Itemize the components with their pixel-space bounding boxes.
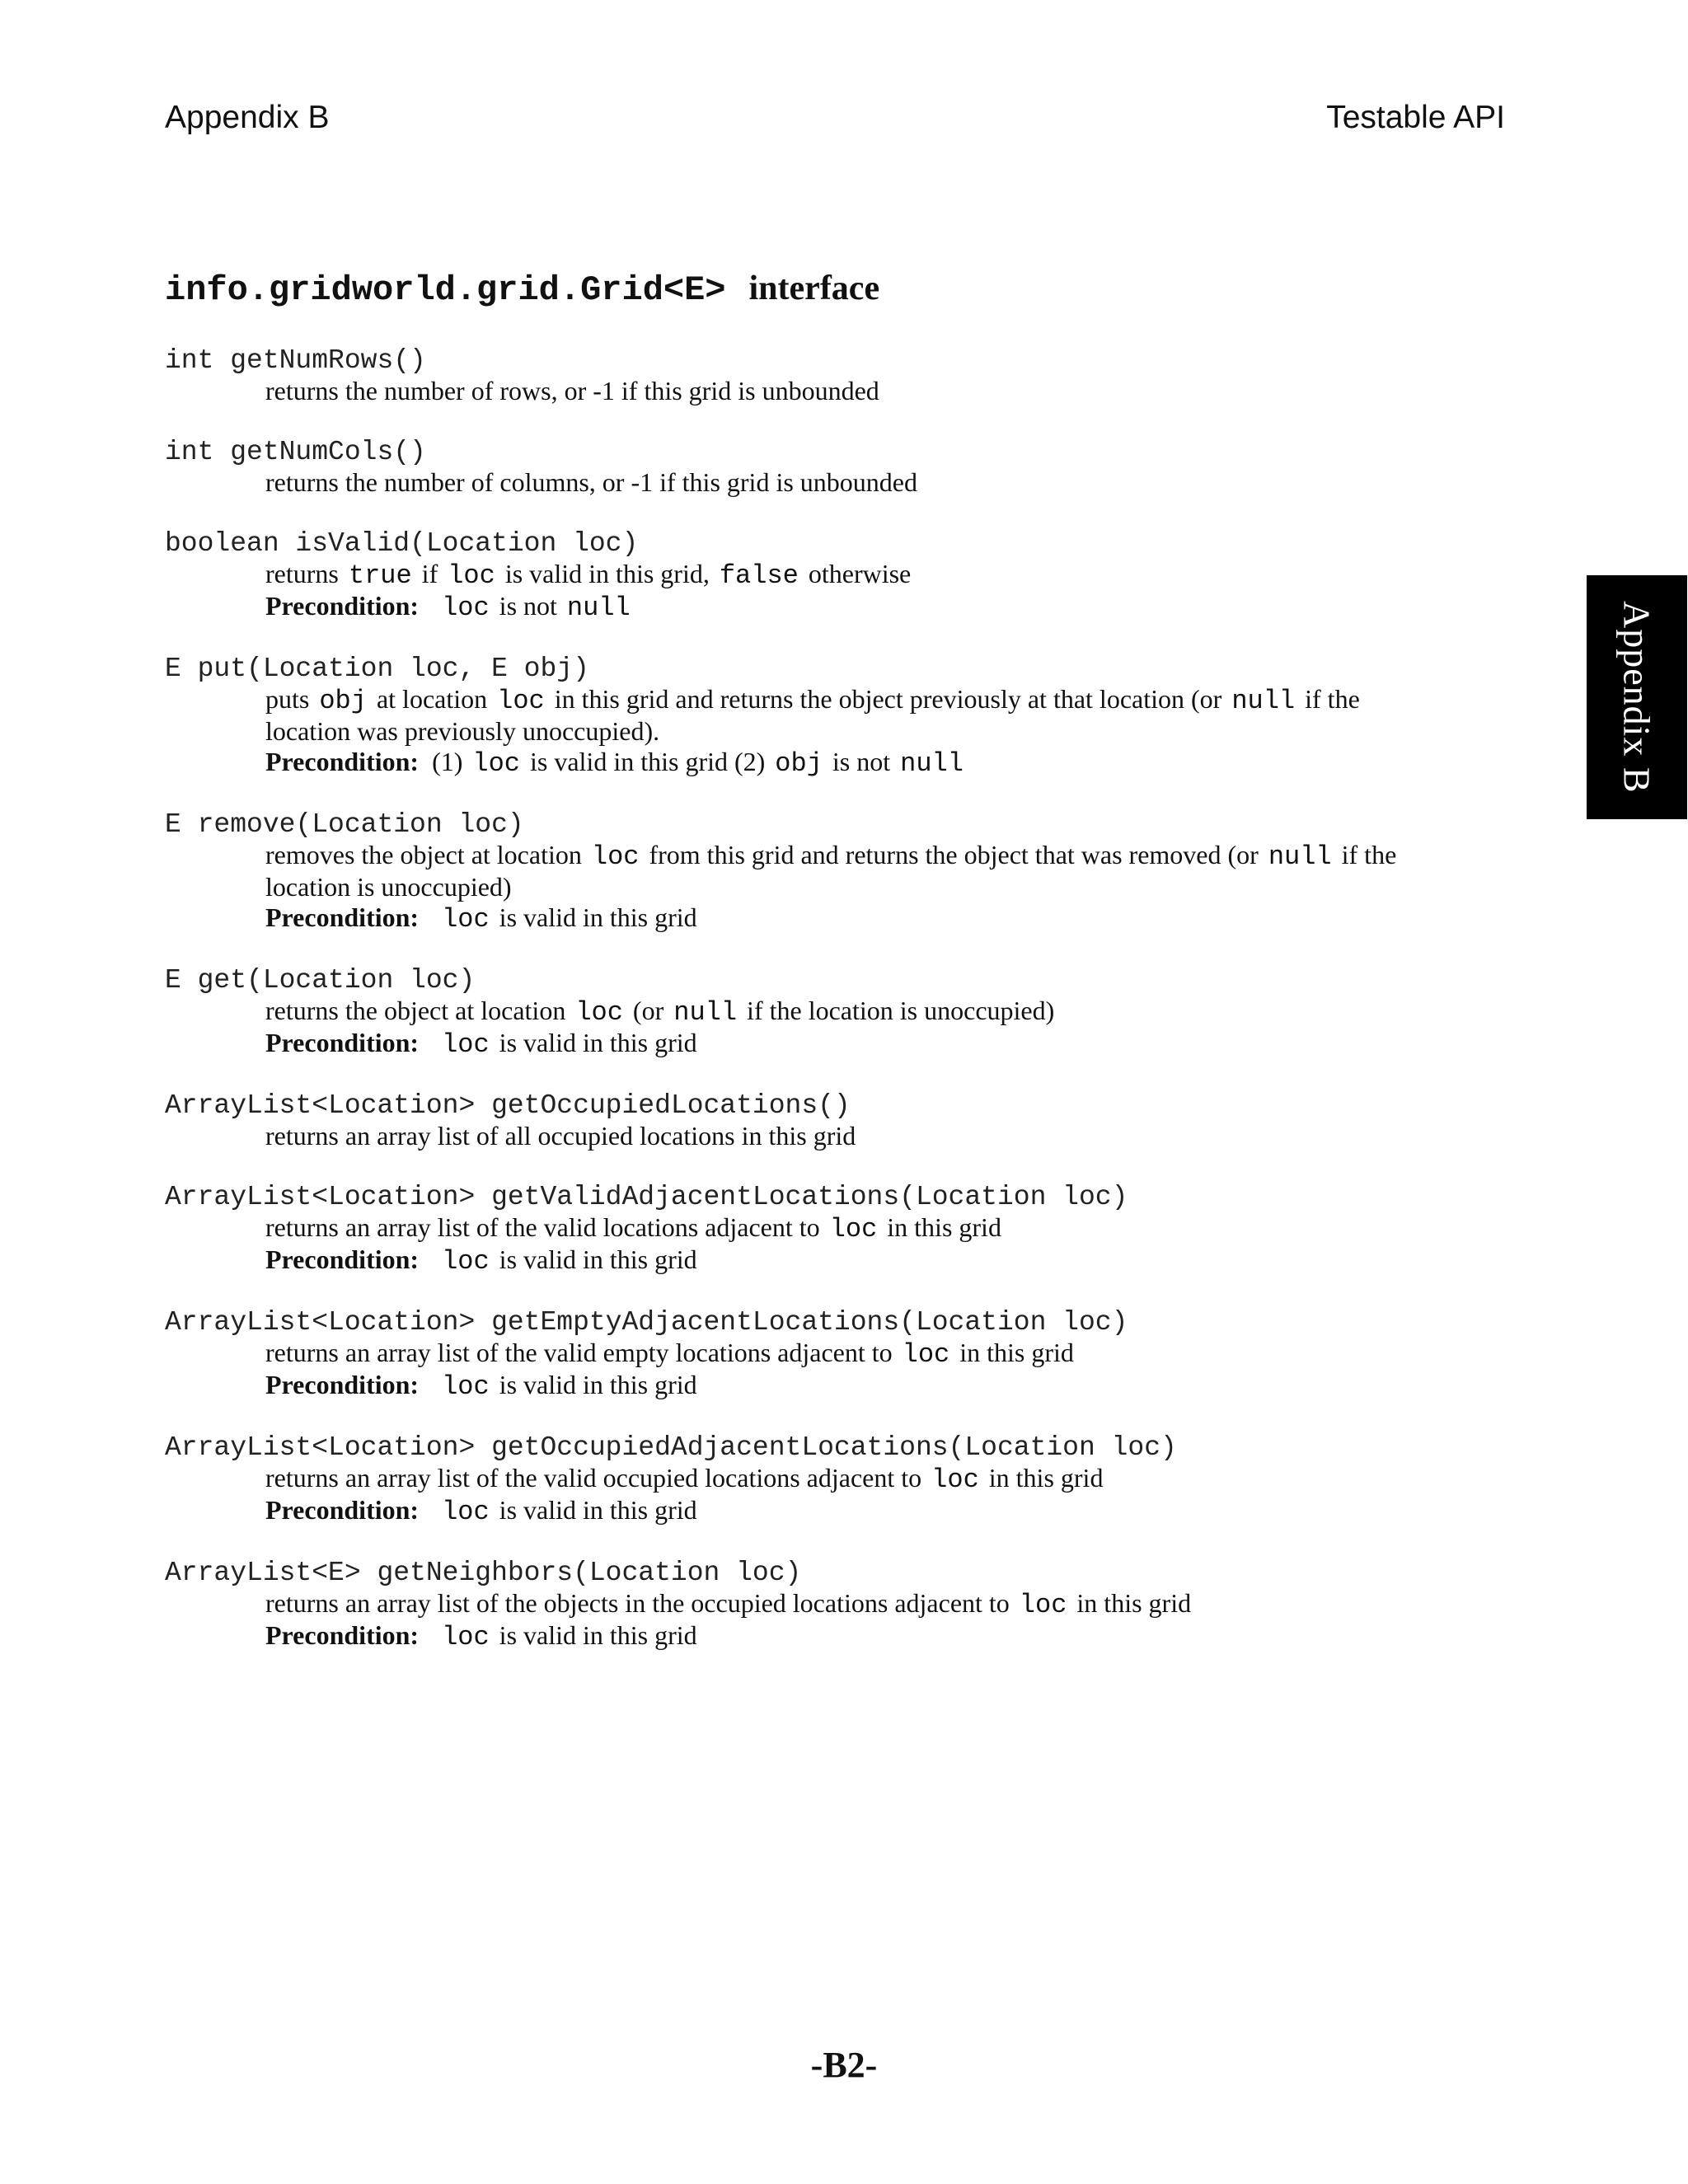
description-text: in this grid — [959, 1338, 1074, 1367]
method-list — [165, 345, 1517, 1683]
method-description — [265, 840, 1517, 935]
code-token: loc — [931, 1465, 979, 1495]
page-title-kind: interface — [748, 269, 880, 307]
description-text: if — [421, 559, 438, 588]
method-signature: E remove(Location loc) — [165, 809, 524, 840]
description-text: returns an array list of the valid empty locations adjacent to — [265, 1338, 893, 1367]
description-text: location is unoccupied) — [265, 872, 512, 902]
code-token: null — [566, 593, 631, 623]
code-token: loc — [575, 997, 623, 1028]
description-text: returns the object at location — [265, 996, 566, 1025]
description-line — [265, 1121, 1517, 1151]
method-signature: ArrayList<E> getNeighbors(Location loc) — [165, 1558, 802, 1588]
description-line — [265, 1244, 1517, 1277]
method-signature: int getNumRows() — [165, 345, 426, 376]
description-text: returns the number of rows, or -1 if this grid is unbounded — [265, 376, 879, 405]
description-text: is not — [499, 591, 557, 621]
description-text: in this grid and returns the object previously at that location (or — [554, 684, 1222, 714]
description-line — [265, 1495, 1517, 1527]
method-description — [265, 1463, 1517, 1527]
method-signature: int getNumCols() — [165, 437, 426, 467]
page-title — [165, 266, 879, 312]
method-signature: ArrayList<Location> getEmptyAdjacentLocations(Location loc) — [165, 1307, 1128, 1338]
description-text: in this grid — [1076, 1588, 1192, 1618]
method-signature: boolean isValid(Location loc) — [165, 528, 639, 559]
description-line — [265, 1588, 1517, 1620]
method-description — [265, 376, 1517, 406]
page-number: -B2- — [810, 2045, 878, 2085]
method-description — [265, 1588, 1517, 1652]
method-description — [265, 467, 1517, 498]
description-line — [265, 376, 1517, 406]
code-token: loc — [1019, 1590, 1067, 1620]
precondition-label: Precondition: — [265, 902, 420, 932]
description-text: is valid in this grid — [499, 1244, 697, 1274]
method-signature: ArrayList<Location> getOccupiedLocations() — [165, 1090, 851, 1121]
code-token: loc — [497, 686, 545, 716]
code-token: loc — [442, 1497, 490, 1527]
code-token: loc — [442, 1622, 490, 1652]
method-entry — [165, 437, 1517, 498]
description-text: from this grid and returns the object that was removed (or — [649, 840, 1259, 869]
running-header-right: Testable API — [1326, 100, 1505, 135]
method-signature: ArrayList<Location> getValidAdjacentLocations(Location loc) — [165, 1182, 1128, 1212]
code-token: loc — [472, 748, 520, 779]
description-line — [265, 1620, 1517, 1652]
method-description — [265, 559, 1517, 623]
description-text: is valid in this grid — [499, 1620, 697, 1650]
description-line — [265, 1028, 1517, 1060]
code-token: null — [1231, 686, 1296, 716]
method-signature: E get(Location loc) — [165, 965, 476, 996]
method-entry — [165, 1307, 1517, 1402]
method-description — [265, 996, 1517, 1060]
page-title-interface-name: info.gridworld.grid.Grid<E> — [165, 270, 726, 310]
description-text: removes the object at location — [265, 840, 582, 869]
method-entry — [165, 345, 1517, 406]
method-description — [265, 684, 1517, 779]
description-text: returns — [265, 559, 339, 588]
description-text: (1) — [432, 747, 463, 776]
description-text: location was previously unoccupied). — [265, 716, 660, 746]
code-token: obj — [775, 748, 823, 779]
description-line — [265, 716, 1517, 747]
description-line — [265, 1463, 1517, 1495]
method-signature: E put(Location loc, E obj) — [165, 654, 589, 684]
code-token: false — [719, 560, 799, 591]
code-token: obj — [319, 686, 367, 716]
code-token: loc — [448, 560, 495, 591]
code-token: loc — [442, 904, 490, 935]
method-description — [265, 1338, 1517, 1402]
precondition-label: Precondition: — [265, 1028, 420, 1057]
description-text: returns an array list of the valid occupied locations adjacent to — [265, 1463, 922, 1493]
description-text: is valid in this grid (2) — [529, 747, 766, 776]
method-description — [265, 1212, 1517, 1277]
description-line — [265, 747, 1517, 779]
precondition-label: Precondition: — [265, 747, 420, 776]
description-text: is valid in this grid — [499, 1495, 697, 1525]
description-line — [265, 996, 1517, 1028]
description-text: is valid in this grid — [499, 902, 697, 932]
description-text: returns an array list of the valid locations adjacent to — [265, 1212, 820, 1242]
method-signature: ArrayList<Location> getOccupiedAdjacentLocations(Location loc) — [165, 1432, 1177, 1463]
code-token: loc — [591, 841, 640, 872]
appendix-side-tab-label: Appendix B — [1615, 601, 1658, 794]
method-entry — [165, 1090, 1517, 1151]
description-text: puts — [265, 684, 310, 714]
description-line — [265, 1338, 1517, 1370]
code-token: loc — [442, 1246, 490, 1277]
description-text: is valid in this grid — [499, 1028, 697, 1057]
description-text: returns the number of columns, or -1 if this grid is unbounded — [265, 467, 917, 497]
description-line — [265, 591, 1517, 623]
code-token: loc — [442, 1371, 490, 1402]
code-token: null — [900, 748, 964, 779]
method-entry — [165, 528, 1517, 623]
description-text: is valid in this grid, — [504, 559, 710, 588]
precondition-label: Precondition: — [265, 1495, 420, 1525]
code-token: null — [673, 997, 738, 1028]
code-token: null — [1268, 841, 1332, 872]
precondition-label: Precondition: — [265, 1244, 420, 1274]
running-header-left: Appendix B — [165, 100, 330, 135]
precondition-label: Precondition: — [265, 1370, 420, 1399]
code-token: loc — [442, 1029, 490, 1060]
method-description — [265, 1121, 1517, 1151]
code-token: loc — [442, 593, 490, 623]
description-line — [265, 559, 1517, 591]
description-text: otherwise — [808, 559, 912, 588]
method-entry — [165, 1558, 1517, 1652]
precondition-label: Precondition: — [265, 1620, 420, 1650]
description-line — [265, 1370, 1517, 1402]
description-line — [265, 684, 1517, 716]
description-line — [265, 467, 1517, 498]
description-text: returns an array list of the objects in the occupied locations adjacent to — [265, 1588, 1010, 1618]
description-text: is not — [832, 747, 891, 776]
description-text: is valid in this grid — [499, 1370, 697, 1399]
description-text: if the — [1305, 684, 1360, 714]
description-text: at location — [376, 684, 488, 714]
method-entry — [165, 1182, 1517, 1277]
method-entry — [165, 809, 1517, 935]
description-line — [265, 840, 1517, 872]
appendix-side-tab — [1587, 575, 1687, 819]
method-entry — [165, 1432, 1517, 1527]
method-entry — [165, 965, 1517, 1060]
description-line — [265, 872, 1517, 902]
description-text: returns an array list of all occupied locations in this grid — [265, 1121, 856, 1151]
description-line — [265, 902, 1517, 935]
code-token: true — [348, 560, 412, 591]
description-text: if the — [1341, 840, 1397, 869]
description-line — [265, 1212, 1517, 1244]
description-text: (or — [632, 996, 664, 1025]
method-entry — [165, 654, 1517, 779]
description-text: if the location is unoccupied) — [747, 996, 1055, 1025]
code-token: loc — [829, 1214, 878, 1244]
code-token: loc — [902, 1339, 950, 1370]
precondition-label: Precondition: — [265, 591, 420, 621]
description-text: in this grid — [887, 1212, 1001, 1242]
description-text: in this grid — [988, 1463, 1104, 1493]
